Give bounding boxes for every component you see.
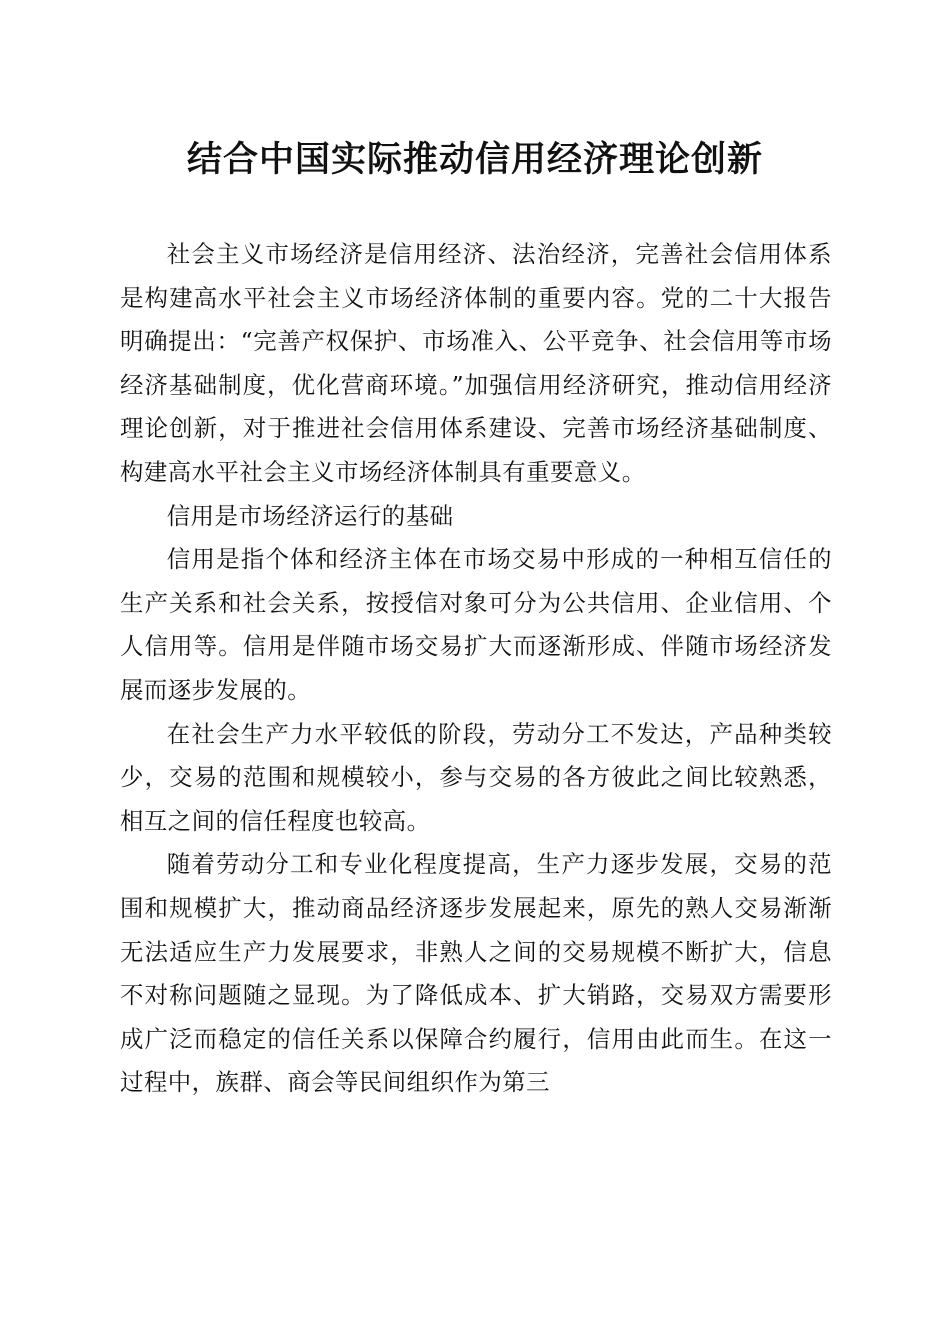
paragraph-early-stage: 在社会生产力水平较低的阶段，劳动分工不发达，产品种类较少，交易的范围和规模较小，参与交易的各方彼此之间比较熟悉，相互之间的信任程度也较高。 [120,719,832,835]
document-body [120,233,832,1105]
paragraph-intro: 社会主义市场经济是信用经济、法治经济，完善社会信用体系是构建高水平社会主义市场经济体制的重要内容。党的二十大报告明确提出：“完善产权保护、市场准入、公平竞争、社会信用等市场经济基础制度，优化营商环境。”加强信用经济研究，推动信用经济理论创新，对于推进社会信用体系建设、完善市场经济基础制度、构建高水平社会主义市场经济体制具有重要意义。 [120,240,832,486]
section-heading: 信用是市场经济运行的基础 [166,501,454,530]
document-title: 结合中国实际推动信用经济理论创新 [186,139,763,180]
paragraph-development: 随着劳动分工和专业化程度提高，生产力逐步发展，交易的范围和规模扩大，推动商品经济逐步发展起来，原先的熟人交易渐渐无法适应生产力发展要求，非熟人之间的交易规模不断扩大，信息不对称问题随之显现。为了降低成本、扩大销路，交易双方需要形成广泛而稳定的信任关系以保障合约履行，信用由此而生。在这一过程中，族群、商会等民间组织作为第三 [120,850,832,1097]
paragraph-definition: 信用是指个体和经济主体在市场交易中形成的一种相互信任的生产关系和社会关系，按授信对象可分为公共信用、企业信用、个人信用等。信用是伴随市场交易扩大而逐渐形成、伴随市场经济发展而逐步发展的。 [120,545,832,704]
